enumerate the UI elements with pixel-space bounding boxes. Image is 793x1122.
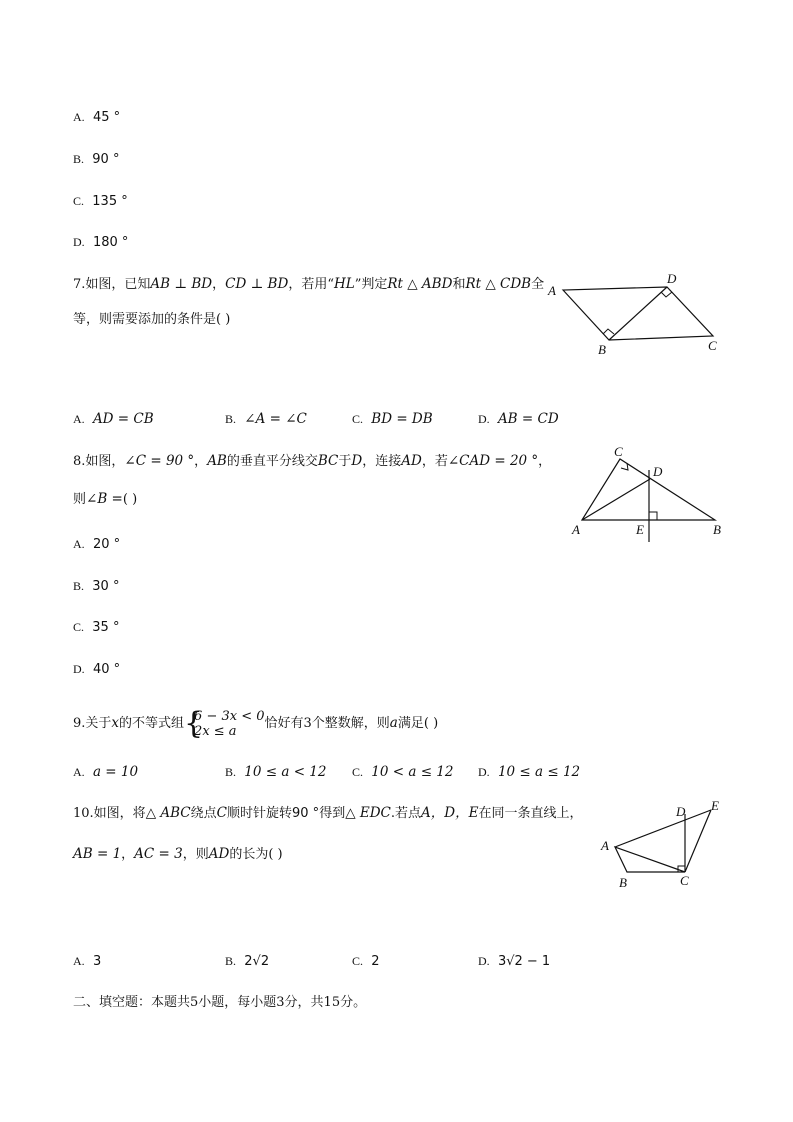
- option-label: A.: [73, 954, 85, 968]
- q10-option-b: [225, 952, 269, 971]
- q7-and: 和: [452, 277, 466, 292]
- q8-bc: BC: [317, 453, 339, 469]
- q8-prefix: 8.如图，: [73, 454, 125, 469]
- q7-prefix: 7.如图，已知: [73, 277, 151, 292]
- label-c: C: [614, 444, 623, 459]
- q10-c: C: [216, 805, 227, 821]
- option-text: 10 ≤ a ≤ 12: [497, 764, 581, 780]
- q8-figure: [565, 442, 735, 547]
- option-label: B.: [73, 152, 85, 166]
- q8-d: D: [351, 453, 363, 469]
- q10-t5: 在同一条直线上，: [478, 806, 583, 821]
- option-text: 30 °: [92, 579, 120, 594]
- q6-option-a: [73, 108, 120, 127]
- q7-tail: 全: [531, 277, 545, 292]
- q6-option-b: [73, 150, 119, 169]
- q7-figure: [545, 270, 730, 360]
- q10-tri1: △ ABC: [145, 805, 191, 821]
- q10-option-c: [352, 952, 380, 971]
- label-b: B: [713, 522, 721, 537]
- q10-t4: .若点: [390, 806, 422, 821]
- q9-t1: 的不等式组: [119, 716, 185, 731]
- q8-t3: 于: [338, 454, 352, 469]
- q7-hl: HL: [333, 276, 355, 292]
- q6-option-d: [73, 233, 128, 252]
- q10-pts: A，D，E: [421, 805, 479, 821]
- q8-ab: AB: [207, 453, 227, 469]
- q8-stem-line1: [73, 452, 551, 471]
- option-text: 40 °: [92, 662, 121, 677]
- q8-stem-line2: [73, 490, 137, 509]
- label-a: A: [548, 283, 556, 298]
- option-label: A.: [73, 537, 85, 551]
- label-a: A: [601, 838, 609, 853]
- option-text: 10 ≤ a < 12: [244, 764, 327, 780]
- q7-tri2: Rt △ CDB: [465, 276, 532, 292]
- option-label: B.: [225, 954, 237, 968]
- option-label: A.: [73, 765, 85, 779]
- option-label: D.: [73, 235, 85, 249]
- q7-cond1: AB ⊥ BD: [150, 276, 213, 292]
- label-a: A: [572, 522, 580, 537]
- option-label: C.: [73, 194, 85, 208]
- q9-option-d: [478, 763, 580, 782]
- option-label: A.: [73, 412, 85, 426]
- option-text: 35 °: [92, 620, 120, 635]
- q10-prefix: 10.如图，将: [73, 806, 146, 821]
- q7-stem-line2: 等，则需要添加的条件是( ): [73, 312, 231, 327]
- q9-option-b: [225, 763, 326, 782]
- q8-option-b: [73, 577, 119, 596]
- q8-t4: ，连接: [362, 454, 402, 469]
- label-c: C: [708, 338, 717, 353]
- label-d: D: [676, 804, 686, 819]
- label-e: E: [711, 798, 719, 813]
- option-label: B.: [225, 412, 237, 426]
- q8-option-a: [73, 535, 120, 554]
- q9-stem: [73, 705, 439, 741]
- q10-figure: [598, 797, 728, 892]
- option-text: 90 °: [92, 152, 120, 167]
- label-b: B: [619, 875, 627, 890]
- q9-a: a: [389, 715, 398, 731]
- q10-t1: 绕点: [190, 806, 217, 821]
- q7-mid: ，若用“: [288, 277, 334, 292]
- option-text: 135 °: [92, 194, 128, 209]
- q10-t6: ，则: [182, 847, 209, 862]
- q7-option-a: [73, 410, 154, 429]
- q9-t2: 恰好有3个整数解，则: [264, 716, 390, 731]
- option-label: C.: [352, 412, 364, 426]
- q6-option-c: [73, 192, 128, 211]
- q7-mid2: ”判定: [354, 277, 388, 292]
- option-label: D.: [478, 765, 490, 779]
- q10-ad: AD: [208, 846, 230, 862]
- q9-t3: 满足( ): [397, 716, 439, 731]
- option-text: 20 °: [92, 537, 121, 552]
- option-label: C.: [73, 620, 85, 634]
- q10-option-d: [478, 952, 550, 971]
- brace-icon: {: [184, 705, 204, 741]
- label-e: E: [636, 522, 644, 537]
- q7-tri1: Rt △ ABD: [387, 276, 453, 292]
- option-label: B.: [225, 765, 237, 779]
- option-text: AD = CB: [92, 411, 154, 427]
- q7-option-d: [478, 410, 559, 429]
- q10-tri2: △ EDC: [345, 805, 391, 821]
- option-label: C.: [352, 765, 364, 779]
- q8-option-c: [73, 618, 119, 637]
- q8-t5: ，若: [421, 454, 448, 469]
- option-text: BD = DB: [371, 411, 433, 427]
- q10-stem-line1: [73, 804, 582, 823]
- q10-ab: AB = 1: [73, 846, 122, 862]
- q10-option-a: [73, 952, 101, 971]
- q8-t6: ，: [538, 454, 552, 469]
- option-text: 2: [371, 954, 380, 969]
- inequality-system: [184, 705, 265, 741]
- q10-deg: 90 °: [292, 806, 320, 821]
- option-label: D.: [73, 662, 85, 676]
- option-label: D.: [478, 412, 490, 426]
- q10-ac: AC = 3: [134, 846, 183, 862]
- label-b: B: [598, 342, 606, 357]
- option-text: 180 °: [92, 235, 129, 250]
- q8-t2: 的垂直平分线交: [226, 454, 318, 469]
- q10-stem-line2: [73, 845, 283, 864]
- q8-line2-prefix: 则: [73, 492, 87, 507]
- q9-prefix: 9.关于: [73, 716, 112, 731]
- q8-ad: AD: [401, 453, 422, 469]
- inequality-1: 6 − 3x < 0: [194, 708, 265, 724]
- q8-line2-suffix: ( ): [122, 492, 138, 507]
- label-d: D: [667, 271, 677, 286]
- q10-t7: 的长为( ): [229, 847, 283, 862]
- q10-sep: ，: [121, 847, 135, 862]
- q7-option-b: [225, 410, 307, 429]
- label-c: C: [680, 873, 689, 888]
- q8-option-d: [73, 660, 120, 679]
- option-label: C.: [352, 954, 364, 968]
- q7-cond2: CD ⊥ BD: [225, 276, 289, 292]
- section-heading: 二、填空题：本题共5小题，每小题3分，共15分。: [73, 995, 367, 1010]
- q7-sep: ，: [212, 277, 226, 292]
- option-label: A.: [73, 110, 85, 124]
- label-d: D: [653, 464, 663, 479]
- q8-cad: ∠CAD = 20 °: [447, 453, 539, 469]
- option-text: a = 10: [92, 764, 139, 780]
- q9-option-a: [73, 763, 138, 782]
- q8-t1: ，: [194, 454, 208, 469]
- q8-angle-b: ∠B =: [86, 491, 123, 507]
- option-text: 10 < a ≤ 12: [371, 764, 454, 780]
- option-label: B.: [73, 579, 85, 593]
- option-text: 45 °: [92, 110, 121, 125]
- q10-t2: 顺时针旋转: [226, 806, 292, 821]
- option-text: 2√2: [244, 954, 270, 969]
- inequality-2: 2x ≤ a: [194, 723, 237, 739]
- q7-stem-line1: [73, 275, 544, 294]
- q9-option-c: [352, 763, 453, 782]
- option-text: 3: [92, 954, 102, 969]
- q8-angle-c: ∠C = 90 °: [124, 453, 195, 469]
- option-text: AB = CD: [497, 411, 559, 427]
- option-text: 3√2 − 1: [497, 954, 551, 969]
- q9-x: x: [111, 715, 120, 731]
- option-label: D.: [478, 954, 490, 968]
- option-text: ∠A = ∠C: [244, 411, 307, 427]
- q7-option-c: [352, 410, 433, 429]
- q10-t3: 得到: [319, 806, 346, 821]
